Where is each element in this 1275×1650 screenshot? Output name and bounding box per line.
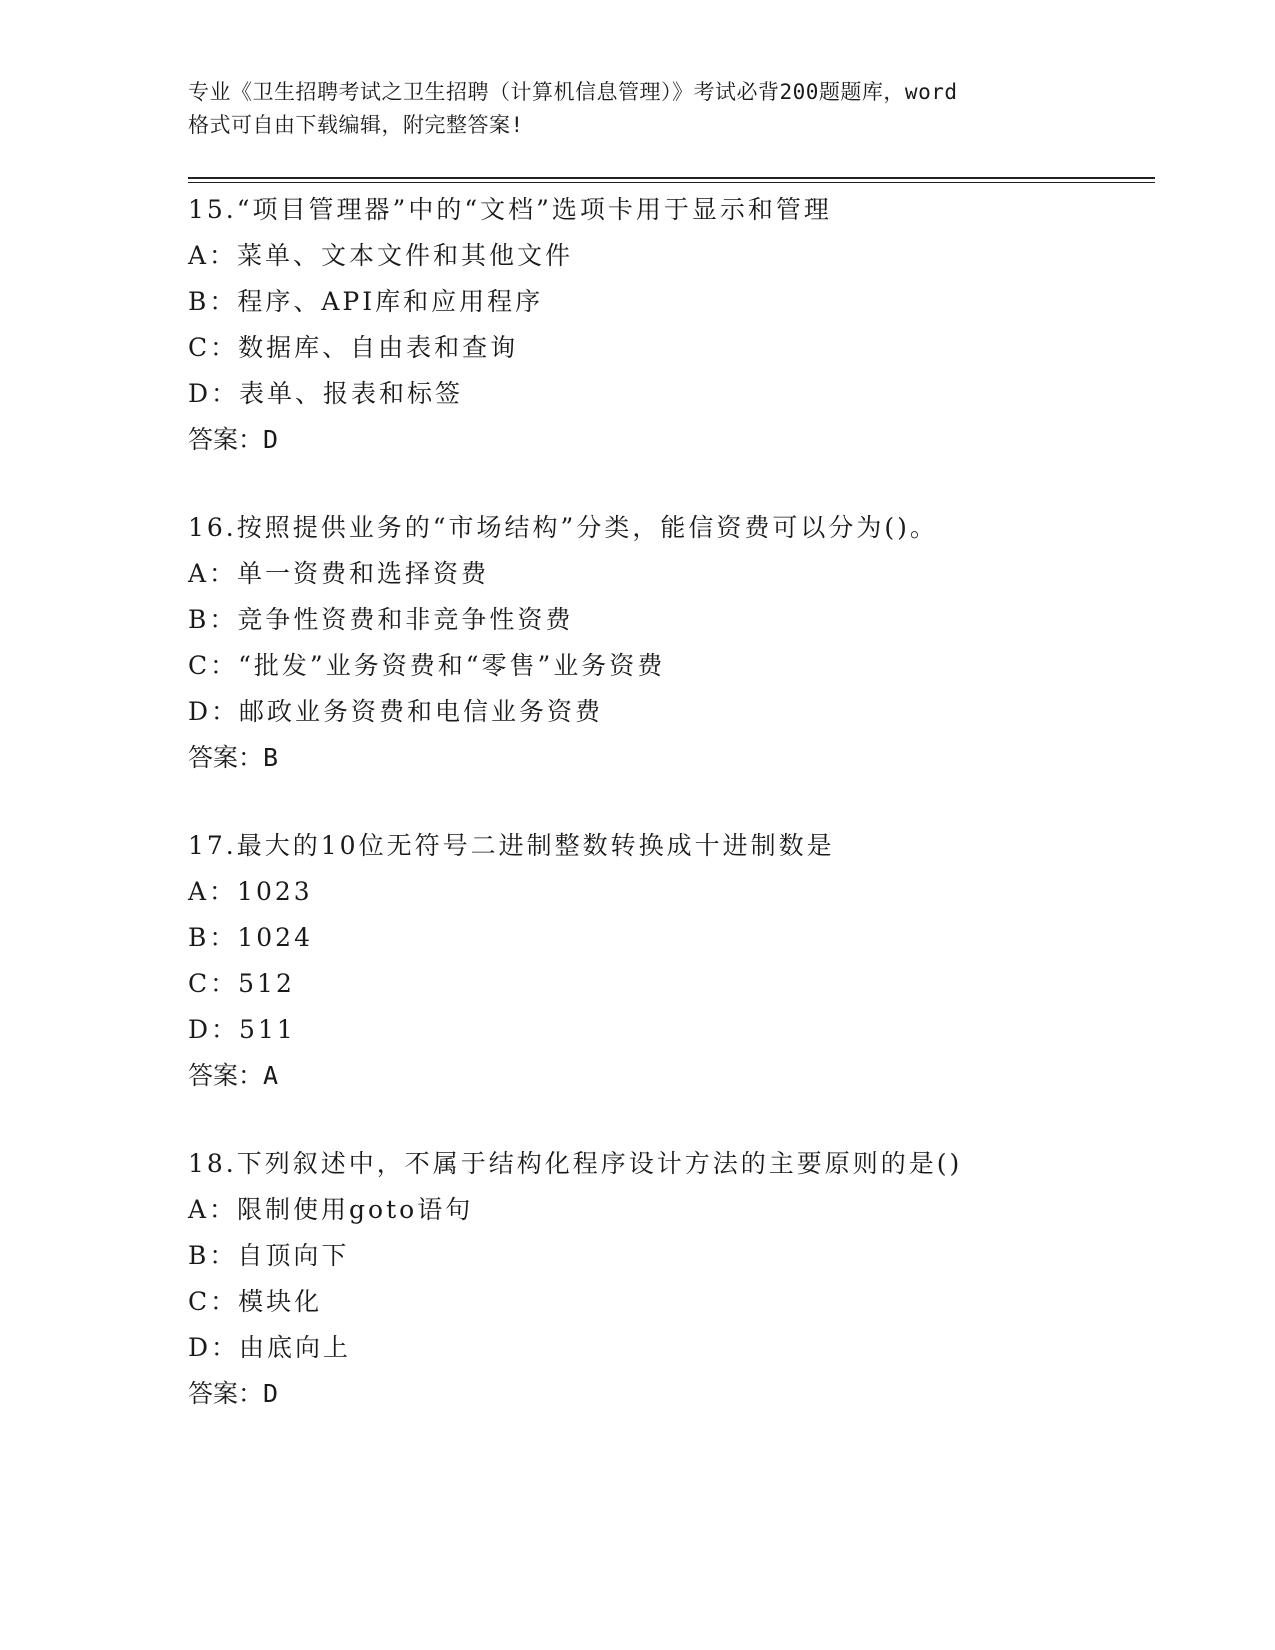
option-d: D：511: [188, 1015, 296, 1044]
option-c: C：512: [188, 969, 295, 998]
header-divider-thin: [188, 182, 1155, 183]
option-a: A：1023: [188, 877, 313, 906]
answer-line: 答案：A: [188, 1061, 279, 1090]
header-line-2: 格式可自由下载编辑，附完整答案!: [188, 113, 524, 137]
question-15: [188, 187, 1188, 463]
header-divider-thick: [188, 177, 1155, 179]
header-line-1: 专业《卫生招聘考试之卫生招聘（计算机信息管理）》考试必背200题题库，word: [188, 80, 958, 104]
option-c: C：“批发”业务资费和“零售”业务资费: [188, 651, 666, 680]
option-d: D：由底向上: [188, 1333, 352, 1362]
question-18: [188, 1141, 1188, 1417]
question-16: [188, 505, 1188, 781]
option-a: A：限制使用goto语句: [188, 1195, 474, 1224]
answer-line: 答案：D: [188, 425, 279, 454]
option-a: A：单一资费和选择资费: [188, 559, 490, 588]
option-d: D：邮政业务资费和电信业务资费: [188, 697, 604, 726]
option-b: B：竞争性资费和非竞争性资费: [188, 605, 574, 634]
option-d: D：表单、报表和标签: [188, 379, 464, 408]
option-c: C：数据库、自由表和查询: [188, 333, 519, 362]
option-b: B：1024: [188, 923, 313, 952]
answer-line: 答案：D: [188, 1379, 279, 1408]
option-a: A：菜单、文本文件和其他文件: [188, 241, 574, 270]
answer-line: 答案：B: [188, 743, 279, 772]
option-b: B：自顶向下: [188, 1241, 350, 1270]
option-c: C：模块化: [188, 1287, 323, 1316]
question-stem: 17.最大的10位无符号二进制整数转换成十进制数是: [188, 831, 835, 860]
question-stem: 16.按照提供业务的“市场结构”分类，能信资费可以分为()。: [188, 513, 938, 542]
document-header: [188, 76, 1088, 142]
option-b: B：程序、API库和应用程序: [188, 287, 544, 316]
question-stem: 15.“项目管理器”中的“文档”选项卡用于显示和管理: [188, 195, 832, 224]
question-17: [188, 823, 1188, 1099]
question-stem: 18.下列叙述中，不属于结构化程序设计方法的主要原则的是(): [188, 1149, 963, 1178]
question-list: [188, 187, 1188, 1459]
